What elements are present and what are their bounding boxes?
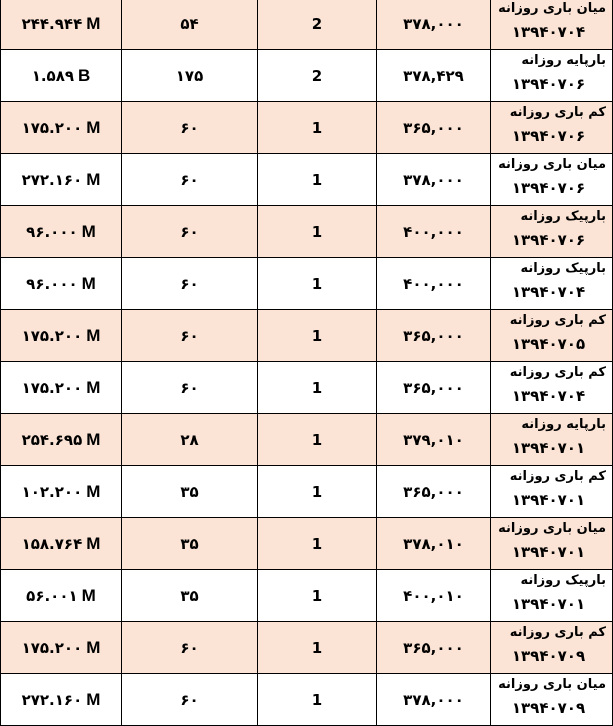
table-row (1, 310, 613, 362)
quantity-value: 1 (311, 430, 323, 449)
count-value: ۶۰ (180, 326, 199, 345)
price-value: ۴۰۰,۰۰۰ (403, 222, 464, 241)
count-cell (122, 570, 258, 622)
price-value: ۳۶۵,۰۰۰ (403, 378, 464, 397)
quantity-value: 1 (311, 274, 323, 293)
quantity-value: 1 (311, 378, 323, 397)
table-row (1, 102, 613, 154)
table-row (1, 414, 613, 466)
table-row (1, 258, 613, 310)
contract-cell (491, 310, 613, 362)
total-value-cell (1, 206, 122, 258)
contract-cell (491, 258, 613, 310)
contract-cell (491, 50, 613, 102)
count-value: ۶۰ (180, 378, 199, 397)
price-value: ۳۷۸,۰۰۰ (403, 690, 464, 709)
contract-cell (491, 362, 613, 414)
total-value: ۲۵۴.۶۹۵ (21, 430, 83, 449)
total-value-cell (1, 466, 122, 518)
total-value: ۲۷۲.۱۶۰ (21, 170, 83, 189)
contract-date: ۱۳۹۴۰۷۰۵ (511, 335, 586, 353)
price-cell (377, 570, 491, 622)
contract-cell (491, 518, 613, 570)
count-cell (122, 258, 258, 310)
contract-date: ۱۳۹۴۰۷۰۹ (511, 699, 586, 717)
quantity-value: 1 (311, 534, 323, 553)
price-value: ۳۷۸,۰۱۰ (403, 534, 464, 553)
count-value: ۶۰ (180, 690, 199, 709)
contract-name: بارپایه روزانه (521, 53, 606, 68)
table-row (1, 622, 613, 674)
total-value-cell (1, 362, 122, 414)
total-value-cell (1, 310, 122, 362)
price-cell (377, 310, 491, 362)
quantity-value: 1 (311, 222, 323, 241)
contract-date: ۱۳۹۴۰۷۰۱ (511, 439, 586, 457)
count-cell (122, 414, 258, 466)
count-cell (122, 102, 258, 154)
price-cell (377, 674, 491, 726)
contract-cell (491, 154, 613, 206)
contract-date: ۱۳۹۴۰۷۰۱ (511, 595, 586, 613)
table-row (1, 0, 613, 50)
contract-cell (491, 0, 613, 50)
quantity-value: 1 (311, 690, 323, 709)
contract-cell (491, 102, 613, 154)
total-unit: M (86, 481, 101, 501)
contract-date: ۱۳۹۴۰۷۰۶ (511, 231, 586, 249)
total-unit: M (86, 533, 101, 553)
contract-date: ۱۳۹۴۰۷۰۴ (511, 23, 586, 41)
total-value: ۵۶.۰۰۱ (26, 586, 78, 605)
quantity-cell (258, 206, 377, 258)
contract-date: ۱۳۹۴۰۷۰۴ (511, 387, 586, 405)
quantity-value: 2 (311, 66, 323, 85)
quantity-value: 1 (311, 638, 323, 657)
quantity-cell (258, 570, 377, 622)
total-value-cell (1, 414, 122, 466)
contract-name: میان باری روزانه (498, 677, 606, 692)
quantity-value: 1 (311, 586, 323, 605)
total-value: ۱۰۲.۲۰۰ (21, 482, 83, 501)
total-value-cell (1, 674, 122, 726)
price-value: ۴۰۰,۰۰۰ (403, 274, 464, 293)
price-value: ۳۶۵,۰۰۰ (403, 482, 464, 501)
price-value: ۳۷۸,۴۲۹ (403, 66, 464, 85)
total-unit: M (86, 13, 101, 33)
total-value-cell (1, 570, 122, 622)
total-unit: M (86, 689, 101, 709)
quantity-cell (258, 0, 377, 50)
price-value: ۳۷۹,۰۱۰ (403, 430, 464, 449)
count-cell (122, 206, 258, 258)
total-value-cell (1, 518, 122, 570)
quantity-cell (258, 50, 377, 102)
contract-name: میان باری روزانه (498, 521, 606, 536)
contract-date: ۱۳۹۴۰۷۰۶ (511, 75, 586, 93)
price-cell (377, 362, 491, 414)
quantity-cell (258, 674, 377, 726)
quantity-cell (258, 258, 377, 310)
total-value-cell (1, 102, 122, 154)
count-value: ۳۵ (180, 534, 199, 553)
quantity-cell (258, 154, 377, 206)
quantity-value: 1 (311, 118, 323, 137)
table-body (1, 0, 613, 726)
contract-cell (491, 206, 613, 258)
total-value-cell (1, 50, 122, 102)
total-unit: M (86, 637, 101, 657)
count-value: ۶۰ (180, 170, 199, 189)
contract-name: میان باری روزانه (498, 1, 606, 16)
contract-date: ۱۳۹۴۰۷۰۴ (511, 283, 586, 301)
total-unit: M (86, 169, 101, 189)
table-row (1, 50, 613, 102)
count-cell (122, 622, 258, 674)
price-cell (377, 622, 491, 674)
quantity-cell (258, 310, 377, 362)
count-cell (122, 466, 258, 518)
total-value-cell (1, 154, 122, 206)
count-value: ۶۰ (180, 118, 199, 137)
contract-name: بارپیک روزانه (520, 209, 606, 224)
quantity-cell (258, 518, 377, 570)
table-row (1, 674, 613, 726)
count-value: ۳۵ (180, 586, 199, 605)
count-value: ۳۵ (180, 482, 199, 501)
contract-date: ۱۳۹۴۰۷۰۱ (511, 543, 586, 561)
price-value: ۳۷۸,۰۰۰ (403, 170, 464, 189)
table-row (1, 154, 613, 206)
total-value: ۲۴۴.۹۴۴ (21, 14, 83, 33)
quantity-value: 1 (311, 170, 323, 189)
contract-date: ۱۳۹۴۰۷۰۱ (511, 491, 586, 509)
total-value: ۱۵۸.۷۶۴ (21, 534, 83, 553)
contract-cell (491, 414, 613, 466)
contract-cell (491, 622, 613, 674)
total-value-cell (1, 258, 122, 310)
total-value: ۱.۵۸۹ (31, 66, 75, 85)
count-cell (122, 50, 258, 102)
price-cell (377, 466, 491, 518)
price-value: ۳۷۸,۰۰۰ (403, 14, 464, 33)
table-row (1, 206, 613, 258)
count-value: ۶۰ (180, 638, 199, 657)
count-value: ۶۰ (180, 222, 199, 241)
total-value: ۱۷۵.۲۰۰ (21, 378, 83, 397)
contract-name: میان باری روزانه (498, 157, 606, 172)
count-cell (122, 310, 258, 362)
quantity-value: 1 (311, 482, 323, 501)
contract-cell (491, 570, 613, 622)
price-cell (377, 0, 491, 50)
table-row (1, 466, 613, 518)
price-value: ۳۶۵,۰۰۰ (403, 118, 464, 137)
contract-name: بارپایه روزانه (521, 417, 606, 432)
quantity-cell (258, 102, 377, 154)
quantity-cell (258, 622, 377, 674)
total-value-cell (1, 0, 122, 50)
count-cell (122, 518, 258, 570)
count-cell (122, 362, 258, 414)
table-row (1, 518, 613, 570)
contract-name: کم باری روزانه (509, 625, 606, 640)
count-cell (122, 0, 258, 50)
price-cell (377, 206, 491, 258)
price-value: ۳۶۵,۰۰۰ (403, 638, 464, 657)
count-value: ۱۷۵ (175, 66, 204, 85)
count-value: ۲۸ (180, 430, 199, 449)
total-value-cell (1, 622, 122, 674)
contract-date: ۱۳۹۴۰۷۰۶ (511, 179, 586, 197)
contract-name: کم باری روزانه (509, 365, 606, 380)
total-unit: M (81, 273, 96, 293)
quantity-value: 2 (311, 14, 323, 33)
total-unit: M (86, 117, 101, 137)
price-cell (377, 414, 491, 466)
price-cell (377, 102, 491, 154)
count-value: ۵۴ (180, 14, 199, 33)
contract-cell (491, 674, 613, 726)
price-value: ۴۰۰,۰۱۰ (403, 586, 464, 605)
contract-cell (491, 466, 613, 518)
quantity-cell (258, 362, 377, 414)
table-row (1, 362, 613, 414)
price-cell (377, 154, 491, 206)
total-unit: M (86, 325, 101, 345)
contract-name: کم باری روزانه (509, 313, 606, 328)
total-unit: M (86, 377, 101, 397)
price-cell (377, 258, 491, 310)
table-row (1, 570, 613, 622)
total-value: ۹۶.۰۰۰ (26, 222, 78, 241)
contract-name: کم باری روزانه (509, 469, 606, 484)
total-unit: M (81, 585, 96, 605)
total-value: ۱۷۵.۲۰۰ (21, 326, 83, 345)
total-value: ۱۷۵.۲۰۰ (21, 118, 83, 137)
total-value: ۹۶.۰۰۰ (26, 274, 78, 293)
price-cell (377, 518, 491, 570)
count-value: ۶۰ (180, 274, 199, 293)
total-unit: M (86, 429, 101, 449)
total-value: ۱۷۵.۲۰۰ (21, 638, 83, 657)
count-cell (122, 674, 258, 726)
total-unit: B (78, 65, 91, 85)
contract-name: کم باری روزانه (509, 105, 606, 120)
price-cell (377, 50, 491, 102)
quantity-cell (258, 414, 377, 466)
total-unit: M (81, 221, 96, 241)
contract-name: بارپیک روزانه (520, 573, 606, 588)
quantity-cell (258, 466, 377, 518)
quantity-value: 1 (311, 326, 323, 345)
contract-date: ۱۳۹۴۰۷۰۹ (511, 647, 586, 665)
contract-date: ۱۳۹۴۰۷۰۶ (511, 127, 586, 145)
count-cell (122, 154, 258, 206)
contract-name: بارپیک روزانه (520, 261, 606, 276)
total-value: ۲۷۲.۱۶۰ (21, 690, 83, 709)
price-value: ۳۶۵,۰۰۰ (403, 326, 464, 345)
